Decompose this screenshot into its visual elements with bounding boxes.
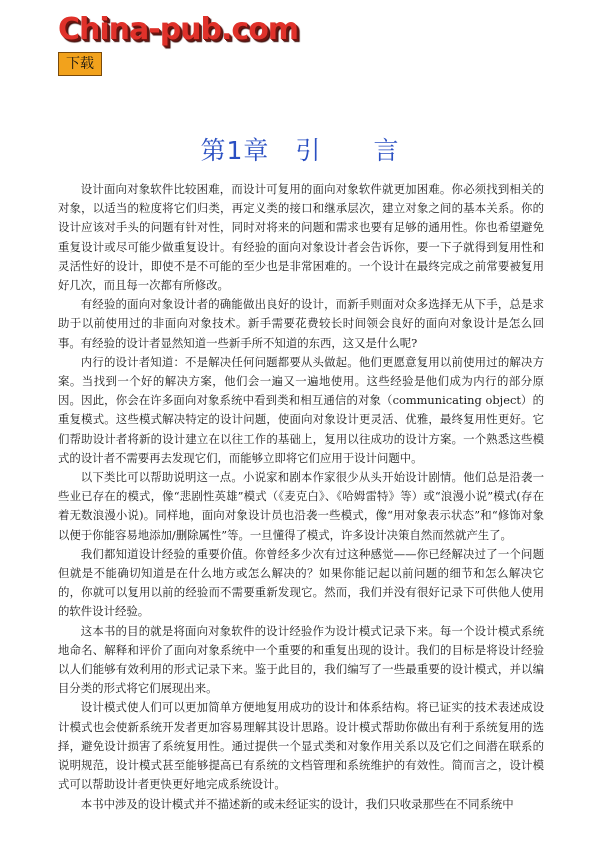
chapter-body (58, 180, 544, 814)
paragraph: 本书中涉及的设计模式并不描述新的或未经证实的设计，我们只收录那些在不同系统中 (80, 796, 514, 811)
chapter-title: 第1章 引 言 (200, 136, 400, 165)
paragraph: 我们都知道设计经验的重要价值。你曾经多少次有过这种感觉——你已经解决过了一个问题但就是不能确切知道是在什么地方或怎么解决的？如果你能记起以前问题的细节和怎么解决它的，你就可以复用以前的经验而不需要重新发现它。然而，我们并没有很好记录下可供他人使用的软件设计经验。 (58, 546, 544, 619)
site-header (58, 12, 299, 82)
download-button[interactable]: 下载 (58, 52, 102, 76)
paragraph: 有经验的面向对象设计者的确能做出良好的设计，而新手则面对众多选择无从下手，总是求助于以前使用过的非面向对象技术。新手需要花费较长时间领会良好的面向对象设计是怎么回事。有经验的设计者显然知道一些新手所不知道的东西，这又是什么呢? (58, 297, 544, 350)
paragraph: 以下类比可以帮助说明这一点。小说家和剧本作家很少从头开始设计剧情。他们总是沿袭一些业已存在的模式，像“悲剧性英雄”模式（《麦克白》、《哈姆雷特》等）或“浪漫小说”模式(存在着无数浪漫小说)。同样地，面向对象设计员也沿袭一些模式，像“用对象表示状态”和“修饰对象以便于你能容易地添加/删除属性”等。一旦懂得了模式，许多设计决策自然而然就产生了。 (58, 470, 544, 542)
paragraph: 设计面向对象软件比较困难，而设计可复用的面向对象软件就更加困难。你必须找到相关的对象，以适当的粒度将它们归类，再定义类的接口和继承层次，建立对象之间的基本关系。你的设计应该对手头的问题有针对性，同时对将来的问题和需求也要有足够的通用性。你也希望避免重复设计或尽可能少做重复设计。有经验的面向对象设计者会告诉你，要一下子就得到复用性和灵活性好的设计，即使不是不可能的至少也是非常困难的。一个设计在最终完成之前常要被复用好几次，而且每一次都有所修改。 (58, 182, 544, 293)
paragraph: 内行的设计者知道：不是解决任何问题都要从头做起。他们更愿意复用以前使用过的解决方案。当找到一个好的解决方案，他们会一遍又一遍地使用。这些经验是他们成为内行的部分原因。因此，你会在许多面向对象系统中看到类和相互通信的对象（communicating object）的重复模式。这些模式解决特定的设计问题，使面向对象设计更灵活、优雅，最终复用性更好。它们帮助设计者将新的设计建立在以往工作的基础上，复用以往成功的设计方案。一个熟悉这些模式的设计者不需要再去发现它们，而能够立即将它们应用于设计问题中。 (58, 354, 544, 465)
paragraph: 设计模式使人们可以更加简单方便地复用成功的设计和体系结构。将已证实的技术表述成设计模式也会使新系统开发者更加容易理解其设计思路。设计模式帮助你做出有利于系统复用的选择，避免设计损害了系统复用性。通过提供一个显式类和对象作用关系以及它们之间潜在联系的说明规范，设计模式甚至能够提高已有系统的文档管理和系统维护的有效性。简而言之，设计模式可以帮助设计者更快更好地完成系统设计。 (58, 700, 544, 792)
site-logo[interactable]: China-pub.com (58, 12, 299, 47)
paragraph: 这本书的目的就是将面向对象软件的设计经验作为设计模式记录下来。每一个设计模式系统地命名、解释和评价了面向对象系统中一个重要的和重复出现的设计。我们的目标是将设计经验以人们能够有效利用的形式记录下来。鉴于此目的，我们编写了一些最重要的设计模式，并以编目分类的形式将它们展现出来。 (58, 623, 544, 696)
